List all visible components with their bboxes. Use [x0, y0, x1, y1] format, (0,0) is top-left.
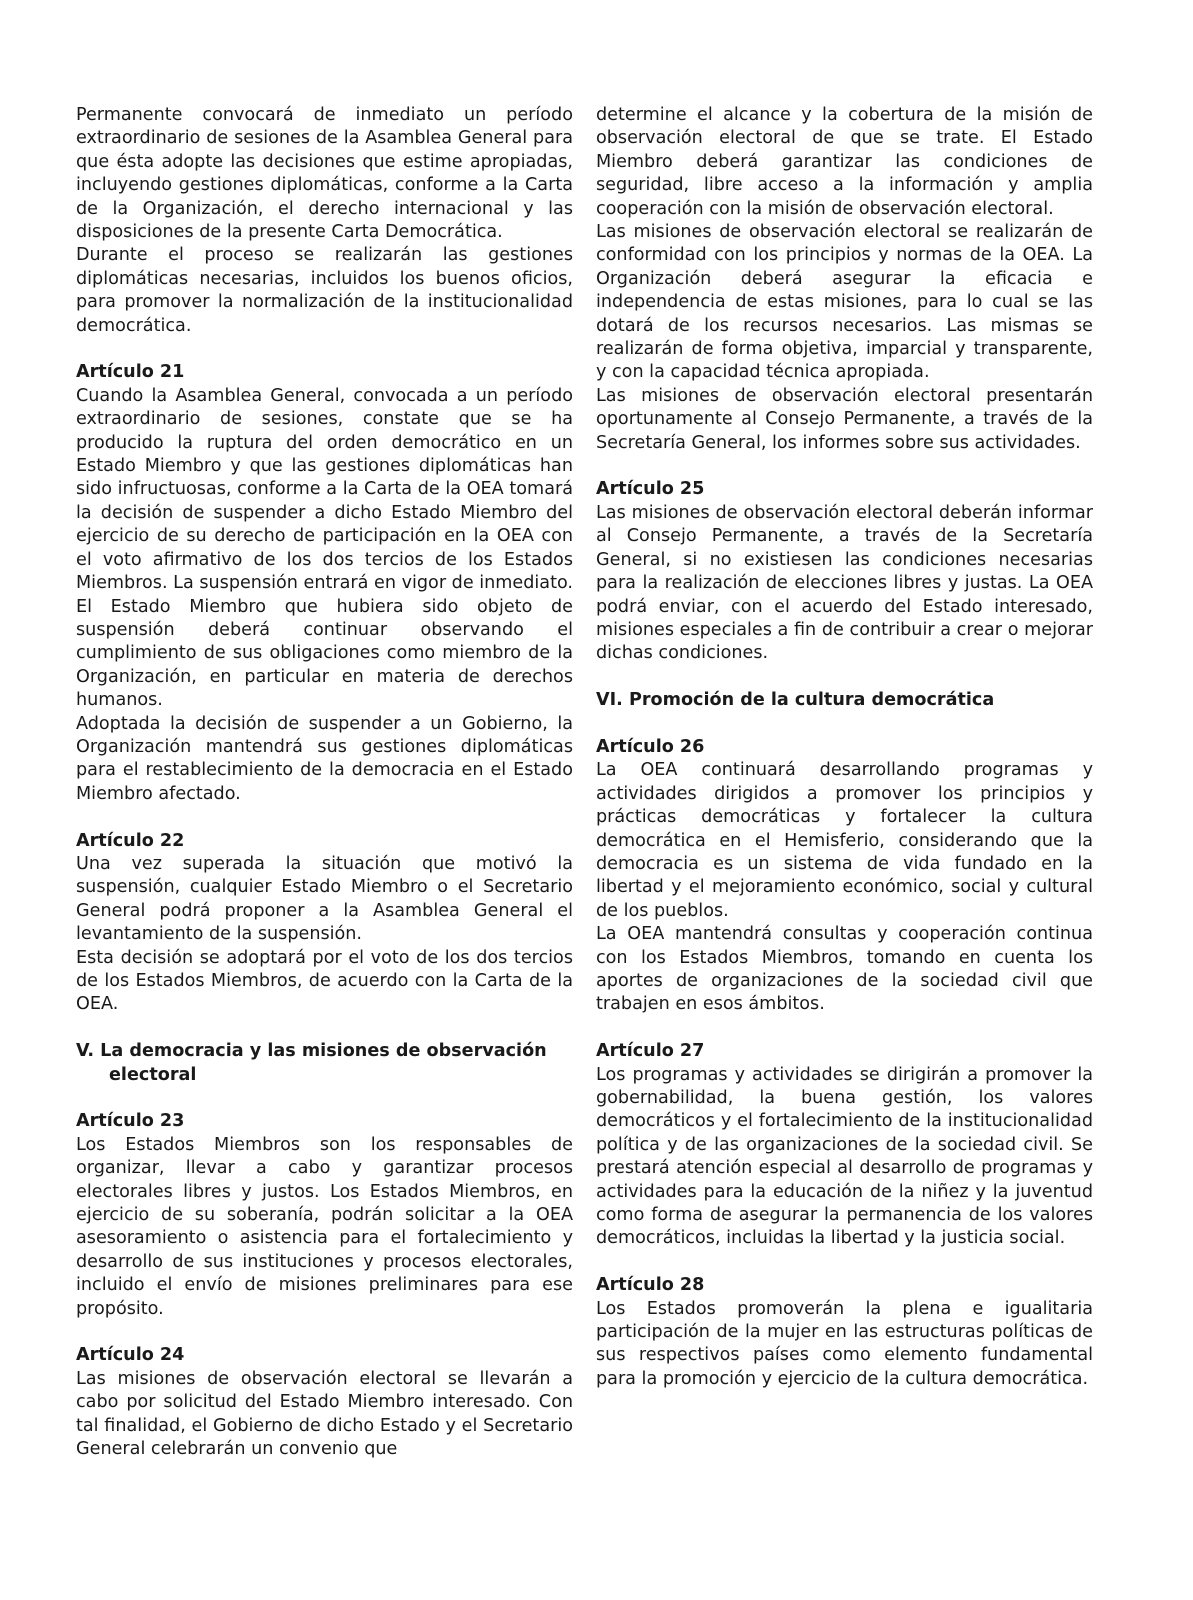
article-22-paragraph-1: Una vez superada la situación que motivó la suspensión, cualquier Estado Miembro o el Secretario General podrá proponer a la Asamblea General el levantamiento de la suspensión.: [76, 853, 573, 945]
intro-paragraph-2: Durante el proceso se realizarán las gestiones diplomáticas necesarias, incluidos los buenos oficios, para promover la normalización de la institucionalidad democrática.: [76, 245, 573, 336]
section-v-heading: [76, 1040, 573, 1087]
article-27-title: Artículo 27: [596, 1041, 705, 1062]
article-23-paragraph-1: Los Estados Miembros son los responsables de organizar, llevar a cabo y garantizar procesos electorales libres y justos. Los Estados Miembros, en ejercicio de su soberanía, podrán solicitar a la OEA asesoramiento o asistencia para el fortalecimiento y desarrollo de sus instituciones y procesos electorales, incluido el envío de misiones preliminares para ese propósito.: [76, 1134, 573, 1319]
article-23-title: Artículo 23: [76, 1111, 185, 1132]
article-22-title: Artículo 22: [76, 830, 185, 851]
article-21-paragraph-2: El Estado Miembro que hubiera sido objeto de suspensión deberá continuar observando el cumplimiento de sus obligaciones como miembro de la Organización, en particular en materia de derechos humanos.: [76, 596, 573, 711]
article-24-continued-paragraph-1: determine el alcance y la cobertura de la misión de observación electoral de que se trate. El Estado Miembro deberá garantizar las condiciones de seguridad, libre acceso a la información y amplia cooperación con la misión de observación electoral.: [596, 105, 1093, 219]
article-26-paragraph-1: La OEA continuará desarrollando programas y actividades dirigidos a promover los principios y prácticas democráticas y fortalecer la cultura democrática en el Hemisferio, considerando que la democracia es un sistema de vida fundado en la libertad y el mejoramiento económico, social y cultural de los pueblos.: [596, 760, 1093, 921]
article-24-paragraph-1: Las misiones de observación electoral se llevarán a cabo por solicitud del Estado Miembro interesado. Con tal finalidad, el Gobierno de dicho Estado y el Secretario General celebrarán un convenio que: [76, 1368, 573, 1460]
section-v-heading-line-1: V. La democracia y las misiones de observación: [76, 1041, 547, 1062]
article-26-paragraph-2: La OEA mantendrá consultas y cooperación continua con los Estados Miembros, tomando en cuenta los aportes de organizaciones de la sociedad civil que trabajen en esos ámbitos.: [596, 924, 1093, 1015]
article-25-paragraph-1: Las misiones de observación electoral deberán informar al Consejo Permanente, a través de la Secretaría General, si no existiesen las condiciones necesarias para la realización de elecciones libres y justas. La OEA podrá enviar, con el acuerdo del Estado interesado, misiones especiales a fin de contribuir a crear o mejorar dichas condiciones.: [596, 502, 1093, 664]
right-column: [596, 104, 1093, 1391]
article-24-continued-paragraph-3: Las misiones de observación electoral presentarán oportunamente al Consejo Permanente, a través de la Secretaría General, los informes sobre sus actividades.: [596, 385, 1093, 453]
article-22-paragraph-2: Esta decisión se adoptará por el voto de los dos tercios de los Estados Miembros, de acuerdo con la Carta de la OEA.: [76, 947, 573, 1015]
article-28-paragraph-1: Los Estados promoverán la plena e igualitaria participación de la mujer en las estructuras políticas de sus respectivos países como elemento fundamental para la promoción y ejercicio de la cultura democrática.: [596, 1298, 1093, 1389]
intro-paragraph-1: Permanente convocará de inmediato un período extraordinario de sesiones de la Asamblea General para que ésta adopte las decisiones que estime apropiadas, incluyendo gestiones diplomáticas, conforme a la Carta de la Organización, el derecho internacional y las disposiciones de la presente Carta Democrática.: [76, 105, 573, 243]
article-27-paragraph-1: Los programas y actividades se dirigirán a promover la gobernabilidad, la buena gestión, los valores democráticos y el fortalecimiento de la institucionalidad política y de las organizaciones de la sociedad civil. Se prestará atención especial al desarrollo de programas y actividades para la educación de la niñez y la juventud como forma de asegurar la permanencia de los valores democráticos, incluidas la libertad y la justicia social.: [596, 1064, 1093, 1249]
article-28-title: Artículo 28: [596, 1275, 705, 1296]
article-25-title: Artículo 25: [596, 479, 705, 500]
article-21-paragraph-3: Adoptada la decisión de suspender a un Gobierno, la Organización mantendrá sus gestiones diplomáticas para el restablecimiento de la democracia en el Estado Miembro afectado.: [76, 713, 573, 804]
article-24-title: Artículo 24: [76, 1345, 185, 1366]
article-24-continued-paragraph-2: Las misiones de observación electoral se realizarán de conformidad con los principios y normas de la OEA. La Organización deberá asegurar la eficacia e independencia de estas misiones, para lo cual se las dotará de los recursos necesarios. Las mismas se realizarán de forma objetiva, imparcial y transparente, y con la capacidad técnica apropiada.: [596, 222, 1093, 383]
section-v-heading-line-2: electoral: [109, 1064, 197, 1085]
left-column: [76, 104, 573, 1461]
section-vi-heading: VI. Promoción de la cultura democrática: [596, 690, 995, 711]
article-21-title: Artículo 21: [76, 362, 185, 383]
article-26-title: Artículo 26: [596, 736, 705, 757]
article-21-paragraph-1: Cuando la Asamblea General, convocada a un período extraordinario de sesiones, constate que se ha producido la ruptura del orden democrático en un Estado Miembro y que las gestiones diplomáticas han sido infructuosas, conforme a la Carta de la OEA tomará la decisión de suspender a dicho Estado Miembro del ejercicio de su derecho de participación en la OEA con el voto afirmativo de los dos tercios de los Estados Miembros. La suspensión entrará en vigor de inmediato.: [76, 385, 574, 594]
